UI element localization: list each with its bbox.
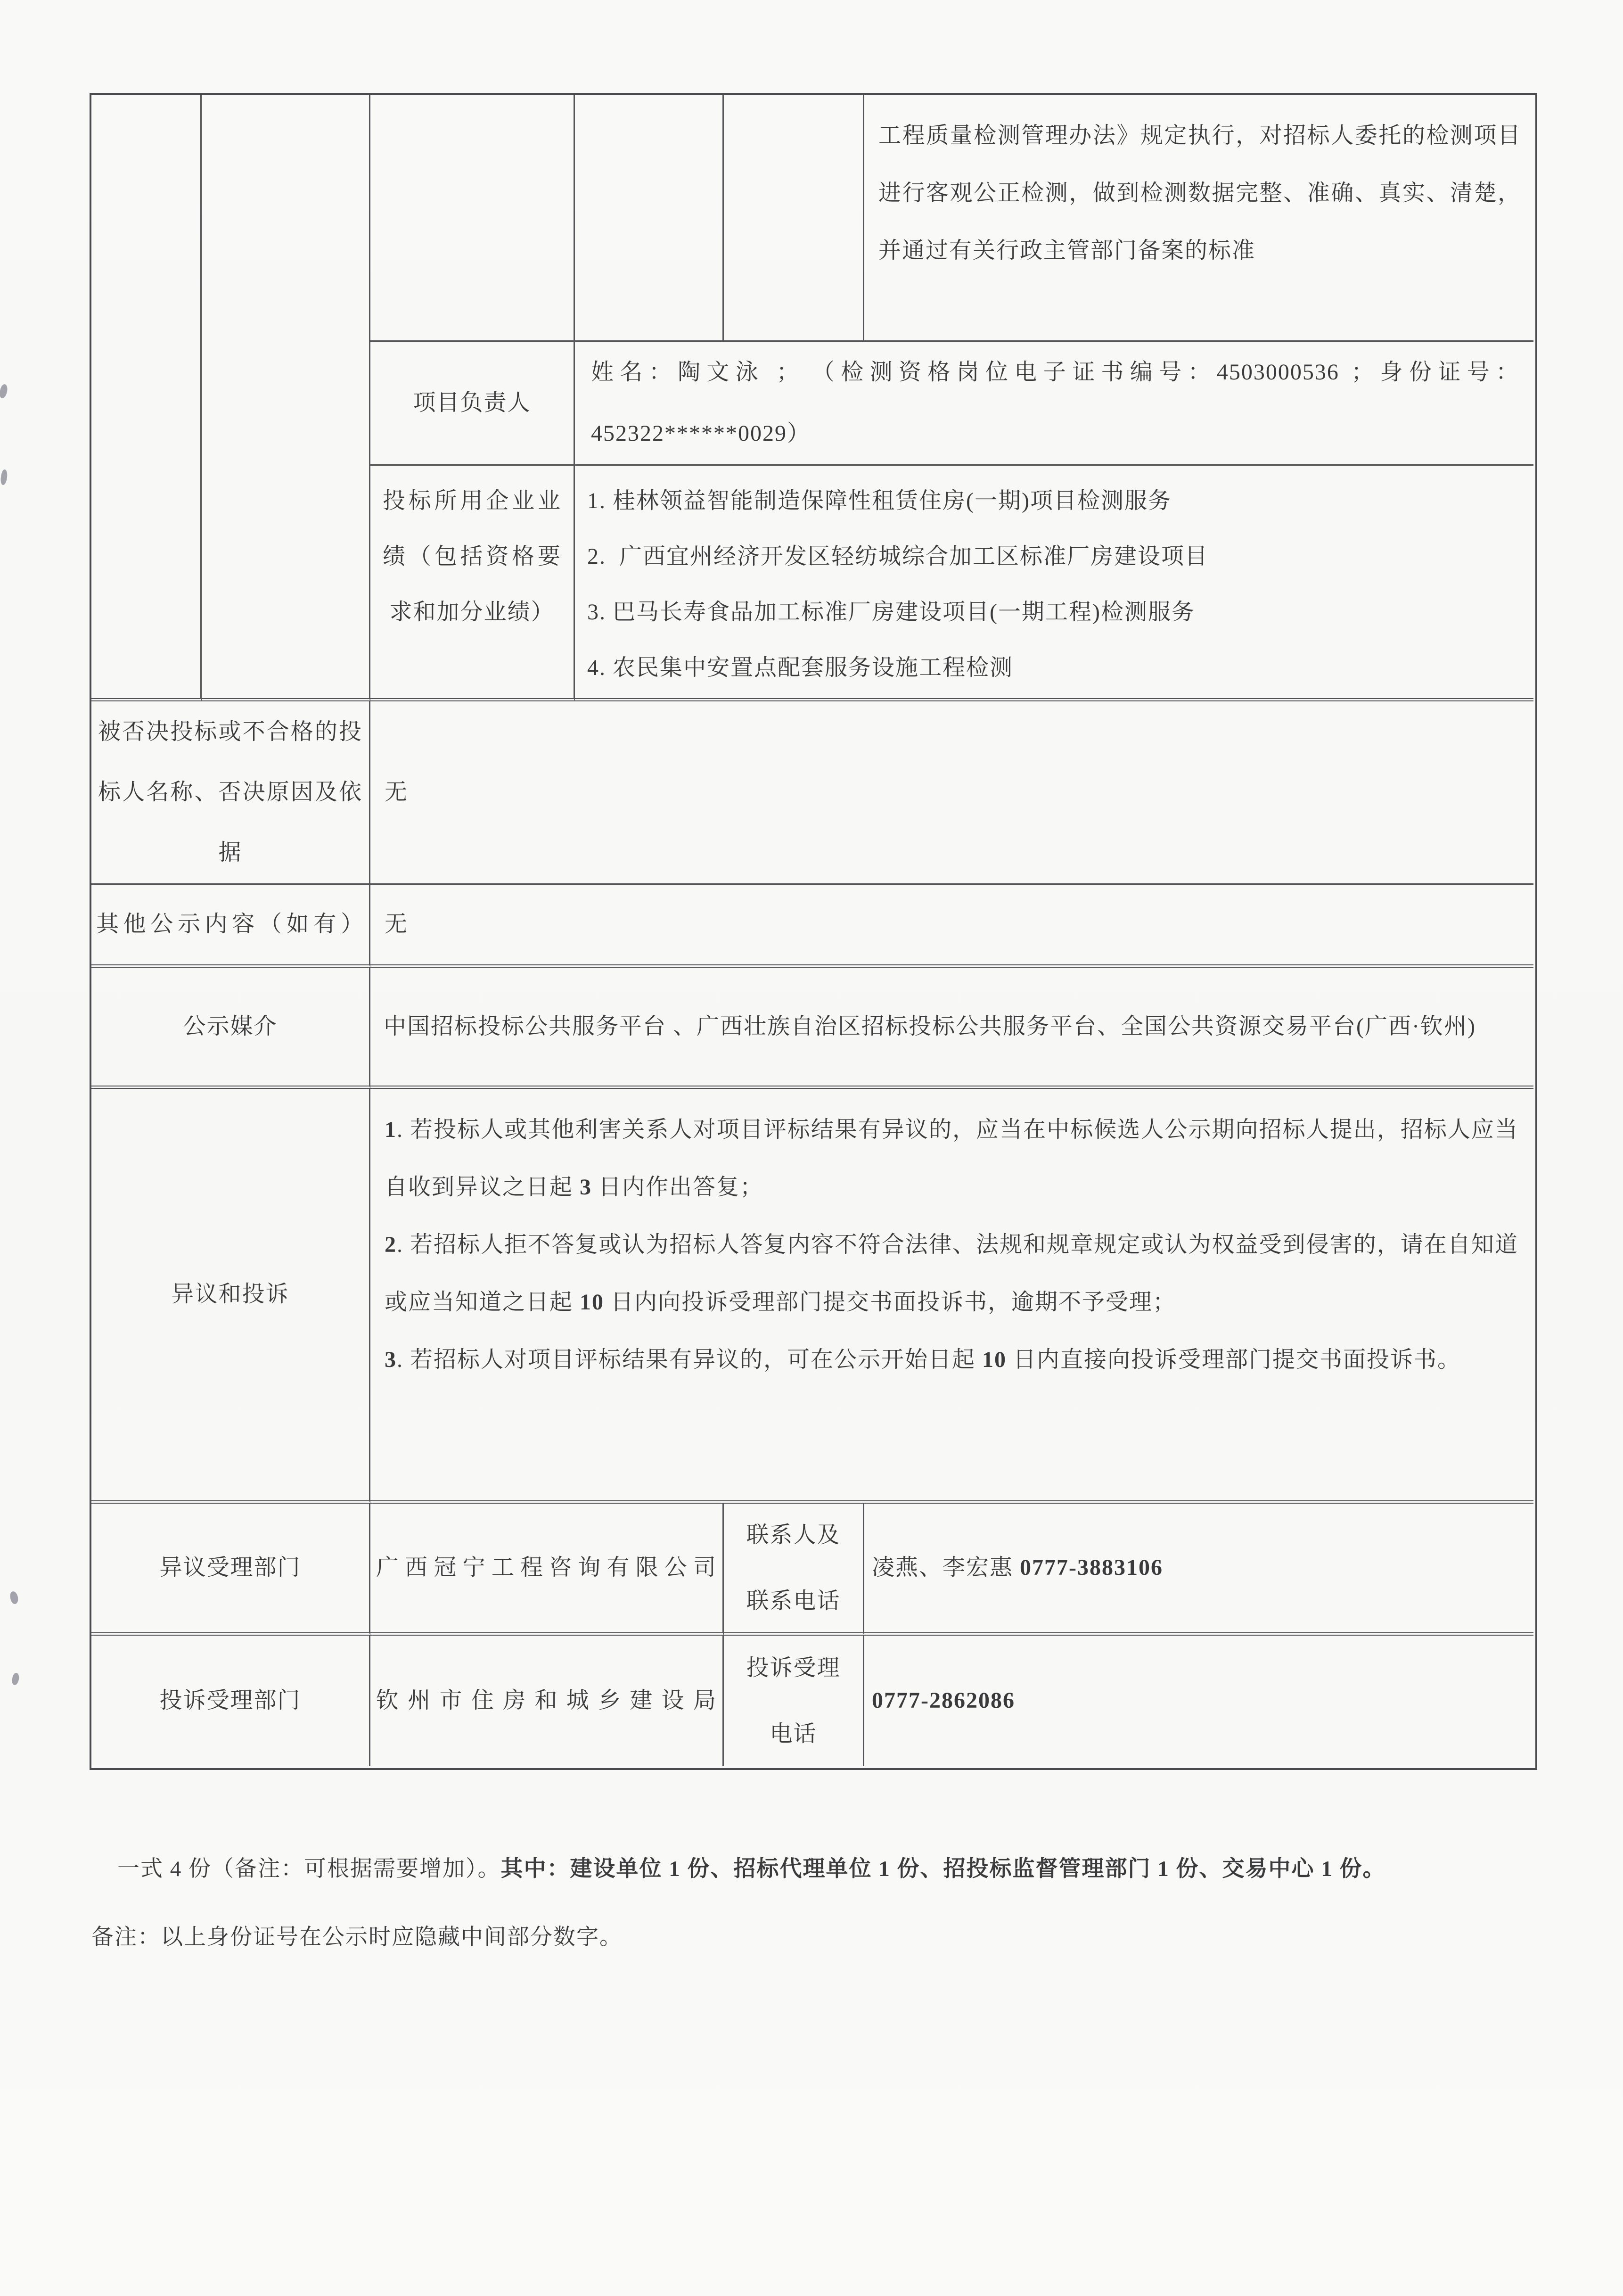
copies-note-normal: 一式 4 份（备注：可根据需要增加）。: [117, 1857, 501, 1881]
notice-table: [90, 93, 1537, 1770]
objection-dept-org-cell: [370, 1504, 724, 1636]
list-item: 3. 若招标人对项目评标结果有异议的，可在公示开始日起 10 日内直接向投诉受理部门提交书面投诉书。: [385, 1347, 1461, 1372]
scan-artifact: [11, 1672, 20, 1686]
performance-items-cell: [575, 466, 1533, 701]
contact-label-cell: [724, 1504, 864, 1636]
empty-continued-cell-2: [202, 95, 370, 701]
rejected-bidders-value: 无: [385, 779, 409, 805]
list-item: 1. 桂林领益智能制造保障性租赁住房(一期)项目检测服务: [587, 488, 1172, 513]
contact-value: [872, 1553, 1163, 1582]
copies-note-bold: 其中：建设单位 1 份、招标代理单位 1 份、招投标监督管理部门 1 份、交易中心 1 份。: [500, 1857, 1386, 1881]
performance-label: 投标所用企业业绩（包括资格要求和加分业绩）: [383, 488, 561, 625]
complaint-phone-label: 投诉受理电话: [746, 1655, 841, 1746]
complaint-dept-label-cell: [91, 1636, 370, 1766]
performance-label-cell: [370, 466, 575, 701]
complaint-phone-value-cell: [864, 1636, 1533, 1766]
continuation-text-cell: [864, 95, 1533, 342]
media-label: 公示媒介: [183, 1013, 278, 1039]
list-item: 2. 若招标人拒不答复或认为招标人答复内容不符合法律、法规和规章规定或认为权益受到侵害的，请在自知道或应当知道之日起 10 日内向投诉受理部门提交书面投诉书，逾期不予受理；: [385, 1232, 1518, 1315]
rejected-bidders-label: 被否决投标或不合格的投标人名称、否决原因及依据: [98, 719, 362, 865]
list-item: 3. 巴马长寿食品加工标准厂房建设项目(一期工程)检测服务: [587, 600, 1195, 625]
rejected-bidders-value-cell: [370, 701, 1533, 885]
copies-note: [91, 1811, 1536, 1927]
empty-continued-cell-3: [370, 95, 575, 342]
scan-artifact: [9, 1591, 19, 1605]
other-content-value: 无: [385, 912, 409, 937]
contact-names: 凌燕、李宏惠: [872, 1555, 1014, 1580]
complaint-phone-label-cell: [724, 1636, 864, 1766]
other-content-label-cell: [91, 885, 370, 968]
list-item: 1. 若投标人或其他利害关系人对项目评标结果有异议的，应当在中标候选人公示期向招标人提出，招标人应当自收到异议之日起 3 日内作出答复；: [385, 1117, 1518, 1200]
objection-dept-label-cell: [91, 1504, 370, 1636]
objection-dept-org: 广西冠宁工程咨询有限公司: [376, 1555, 717, 1580]
media-label-cell: [91, 968, 370, 1089]
scan-artifact: [0, 469, 8, 485]
continuation-text: 工程质量检测管理办法》规定执行，对招标人委托的检测项目进行客观公正检测，做到检测数据完整、准确、真实、清楚，并通过有关行政主管部门备案的标准: [878, 123, 1521, 263]
contact-value-cell: [864, 1504, 1533, 1636]
objection-dept-label: 异议受理部门: [159, 1555, 301, 1580]
list-item: 2. 广西宜州经济开发区轻纺城综合加工区标准厂房建设项目: [587, 544, 1209, 569]
objection-items-cell: [370, 1089, 1533, 1504]
media-value: 中国招标投标公共服务平台 、广西壮族自治区招标投标公共服务平台、全国公共资源交易平台(广西·钦州): [384, 1014, 1476, 1039]
empty-continued-cell-4: [575, 95, 724, 342]
project-leader-value: 姓名：陶文泳 ； （检测资格岗位电子证书编号：4503000536 ；身份证号：452322******0029）: [591, 360, 1519, 446]
objection-label: 异议和投诉: [171, 1282, 289, 1307]
project-leader-label: 项目负责人: [413, 390, 531, 415]
complaint-phone-value: 0777-2862086: [872, 1688, 1015, 1713]
contact-phone: 0777-3883106: [1020, 1555, 1163, 1580]
other-content-label: 其他公示内容（如有）: [96, 912, 364, 937]
complaint-dept-org: 钦州市住房和城乡建设局: [376, 1688, 717, 1713]
objection-label-cell: [91, 1089, 370, 1504]
other-content-value-cell: [370, 885, 1533, 968]
project-leader-value-cell: [575, 342, 1533, 466]
complaint-dept-org-cell: [370, 1636, 724, 1766]
list-item: 4. 农民集中安置点配套服务设施工程检测: [587, 655, 1014, 680]
project-leader-label-cell: [370, 342, 575, 466]
contact-label: 联系人及联系电话: [746, 1522, 841, 1613]
complaint-dept-label: 投诉受理部门: [159, 1688, 301, 1713]
rejected-bidders-label-cell: [91, 701, 370, 885]
remark-note: 备注：以上身份证号在公示时应隐藏中间部分数字。: [91, 1925, 623, 1950]
empty-continued-cell-5: [724, 95, 864, 342]
scan-artifact: [0, 384, 8, 399]
empty-continued-cell-1: [91, 95, 202, 701]
media-value-cell: [370, 968, 1533, 1089]
